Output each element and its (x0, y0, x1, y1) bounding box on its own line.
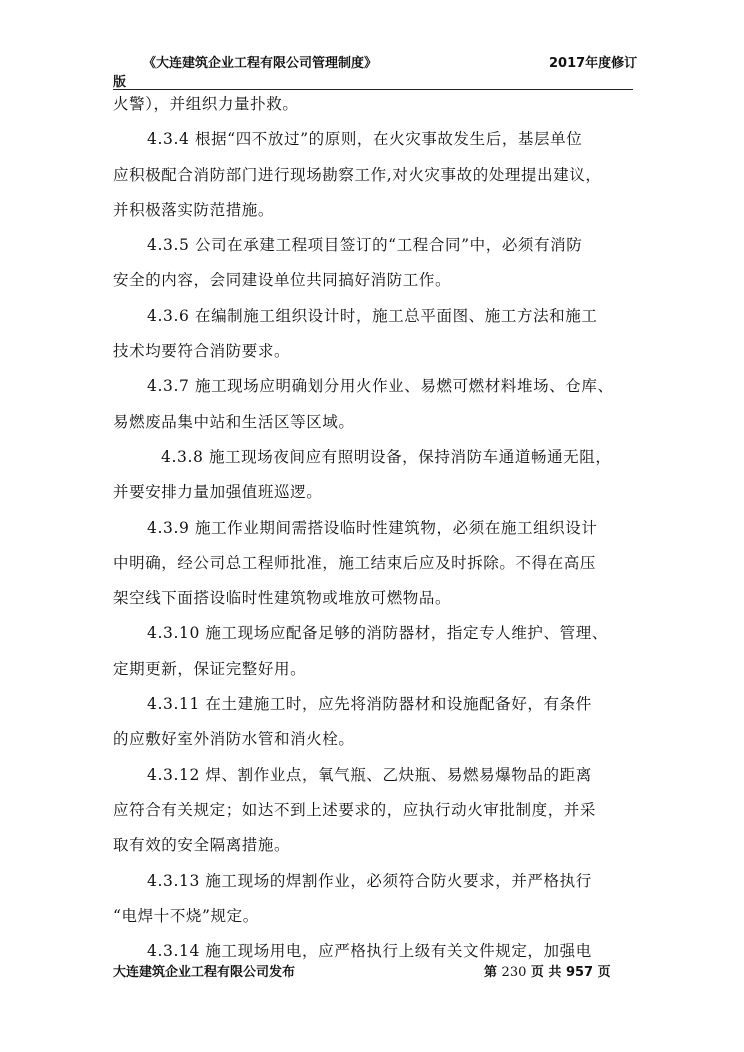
paragraph (113, 299, 638, 370)
paragraph (113, 511, 638, 617)
text-line: 取有效的安全隔离措施。 (113, 836, 291, 855)
text-line: 4.3.11 在土建施工时，应先将消防器材和设施配备好，有条件 (147, 695, 592, 714)
paragraph (113, 440, 638, 511)
text-line: 定期更新，保证完整好用。 (113, 659, 307, 678)
page-mid: 页 共 (530, 965, 562, 980)
text-line: “电焊十不烧”规定。 (113, 906, 259, 925)
text-line: 并积极落实防范措施。 (113, 200, 275, 219)
text-line: 4.3.7 施工现场应明确划分用火作业、易燃可燃材料堆场、仓库、 (147, 377, 614, 396)
footer-publisher: 大连建筑企业工程有限公司发布 (113, 965, 296, 980)
paragraph (113, 228, 638, 299)
text-line: 4.3.10 施工现场应配备足够的消防器材，指定专人维护、管理、 (147, 624, 608, 643)
paragraph (113, 616, 638, 687)
text-line: 4.3.5 公司在承建工程项目签订的“工程合同”中，必须有消防 (147, 236, 583, 255)
text-line: 安全的内容，会同建设单位共同搞好消防工作。 (113, 271, 452, 290)
text-line: 4.3.12 焊、割作业点，氧气瓶、乙炔瓶、易燃易爆物品的距离 (147, 765, 592, 784)
header-revision: 2017年度修订 (549, 56, 638, 71)
text-line: 4.3.13 施工现场的焊割作业，必须符合防火要求，并严格执行 (147, 871, 592, 890)
page-prefix: 第 (484, 965, 498, 980)
page-suffix: 页 (597, 965, 611, 980)
footer-page-info (484, 961, 611, 980)
text-line: 并要安排力量加强值班巡逻。 (113, 483, 323, 502)
header-revision-wrap: 版 (113, 75, 127, 90)
text-line: 中明确，经公司总工程师批准，施工结束后应及时拆除。不得在高压 (113, 553, 597, 572)
text-line: 火警），并组织力量扑救。 (113, 95, 299, 113)
paragraph (113, 758, 638, 864)
paragraph (113, 687, 638, 758)
paragraph (113, 122, 638, 228)
page-current: 230 (501, 965, 527, 980)
header-title: 《大连建筑企业工程有限公司管理制度》 (143, 56, 378, 71)
page-total: 957 (565, 965, 594, 980)
text-line: 4.3.8 施工现场夜间应有照明设备，保持消防车通道畅通无阻， (161, 447, 612, 466)
text-line: 4.3.14 施工现场用电，应严格执行上级有关文件规定，加强电 (147, 942, 592, 961)
document-body (113, 87, 638, 969)
text-line: 应符合有关规定；如达不到上述要求的，应执行动火审批制度，并采 (113, 800, 597, 819)
text-line: 4.3.9 施工作业期间需搭设临时性建筑物，必须在施工组织设计 (147, 518, 598, 537)
text-line: 应积极配合消防部门进行现场勘察工作,对火灾事故的处理提出建议， (113, 165, 602, 184)
paragraph (113, 87, 638, 122)
text-line: 4.3.6 在编制施工组织设计时，施工总平面图、施工方法和施工 (147, 306, 598, 325)
text-line: 技术均要符合消防要求。 (113, 342, 291, 361)
text-line: 的应敷好室外消防水管和消火栓。 (113, 730, 355, 749)
paragraph (113, 864, 638, 935)
text-line: 易燃废品集中站和生活区等区域。 (113, 412, 355, 431)
text-line: 架空线下面搭设临时性建筑物或堆放可燃物品。 (113, 589, 452, 608)
text-line: 4.3.4 根据“四不放过”的原则，在火灾事故发生后，基层单位 (147, 130, 583, 149)
paragraph (113, 369, 638, 440)
